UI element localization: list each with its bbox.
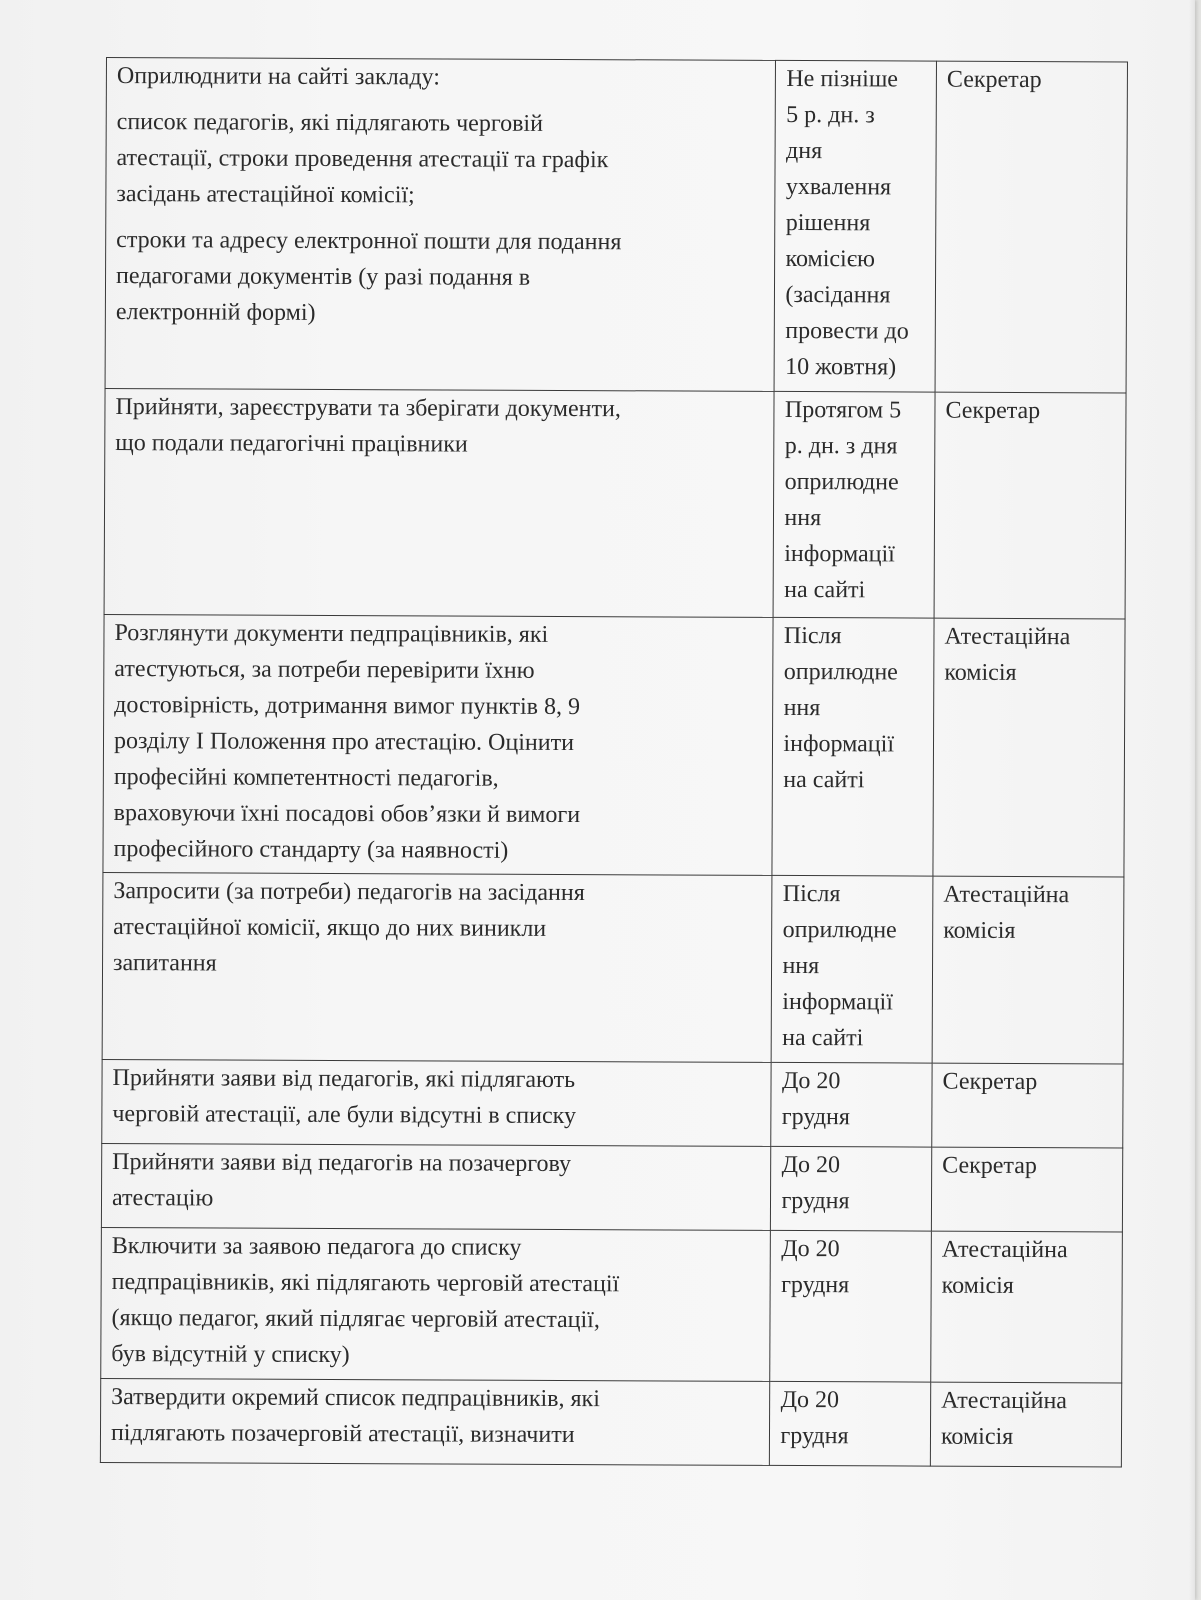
table-row xyxy=(103,614,1125,876)
table-row xyxy=(101,1143,1122,1231)
table-row xyxy=(101,1227,1123,1382)
attestation-plan-table xyxy=(100,57,1128,1467)
responsible-cell: Атестаційна комісія xyxy=(933,618,1125,877)
term-cell: Не пізніше 5 р. дн. з дня ухвалення рішення комісією (засідання провести до 10 жовтня) xyxy=(775,60,937,392)
task-cell: Запросити (за потреби) педагогів на засідання атестаційної комісії, якщо до них виникли запитання xyxy=(102,872,772,1062)
term-cell: Після оприлюдне ння інформації на сайті xyxy=(772,875,933,1063)
term-cell: До 20 грудня xyxy=(770,1381,931,1466)
task-cell: Включити за заявою педагога до списку педпрацівників, які підлягають черговій атестації (якщо педагог, який підлягає черговій атестації, був відсутній у списку) xyxy=(101,1227,771,1381)
table-row xyxy=(102,872,1124,1063)
responsible-cell: Атестаційна комісія xyxy=(932,876,1124,1064)
task-cell: Розглянути документи педпрацівників, які атестуються, за потреби перевірити їхню достовірність, дотримання вимог пунктів 8, 9 розділу І Положення про атестацію. Оцінити професійні компетентності педагогів, враховуючи їхні посадові обов’язки й вимоги професійного стандарту (за наявності) xyxy=(103,614,774,875)
table-row xyxy=(104,388,1126,618)
responsible-cell: Атестаційна комісія xyxy=(930,1382,1121,1467)
task-cell: Прийняти заяви від педагогів, які підлягають черговій атестації, але були відсутні в списку xyxy=(102,1059,772,1146)
task-cell: Прийняти заяви від педагогів на позачергову атестацію xyxy=(101,1143,771,1230)
responsible-cell: Атестаційна комісія xyxy=(931,1231,1123,1383)
task-cell: Прийняти, зареєструвати та зберігати документи, що подали педагогічні працівники xyxy=(104,388,774,617)
task-cell xyxy=(105,58,776,392)
term-cell: До 20 грудня xyxy=(771,1146,932,1231)
responsible-cell: Секретар xyxy=(935,61,1127,393)
task-text: строки та адресу електронної пошти для подання педагогами документів (у разі подання в електронній формі) xyxy=(115,227,622,326)
responsible-cell: Секретар xyxy=(934,392,1126,619)
term-cell: До 20 грудня xyxy=(770,1230,931,1382)
table-row xyxy=(102,1059,1123,1147)
table-row xyxy=(105,58,1127,393)
responsible-cell: Секретар xyxy=(931,1147,1122,1232)
term-cell: Після оприлюдне ння інформації на сайті xyxy=(772,617,934,876)
responsible-cell: Секретар xyxy=(932,1063,1123,1148)
table-row xyxy=(100,1378,1121,1466)
task-text: список педагогів, які підлягають черговій атестації, строки проведення атестації та графік засідань атестаційної комісії; xyxy=(116,109,609,209)
task-text: Оприлюднити на сайті закладу: xyxy=(116,63,440,91)
task-cell: Затвердити окремий список педпрацівників, які підлягають позачерговій атестації, визначити xyxy=(100,1378,770,1465)
term-cell: Протягом 5 р. дн. з дня оприлюдне ння інформації на сайті xyxy=(774,391,936,618)
term-cell: До 20 грудня xyxy=(771,1062,932,1147)
